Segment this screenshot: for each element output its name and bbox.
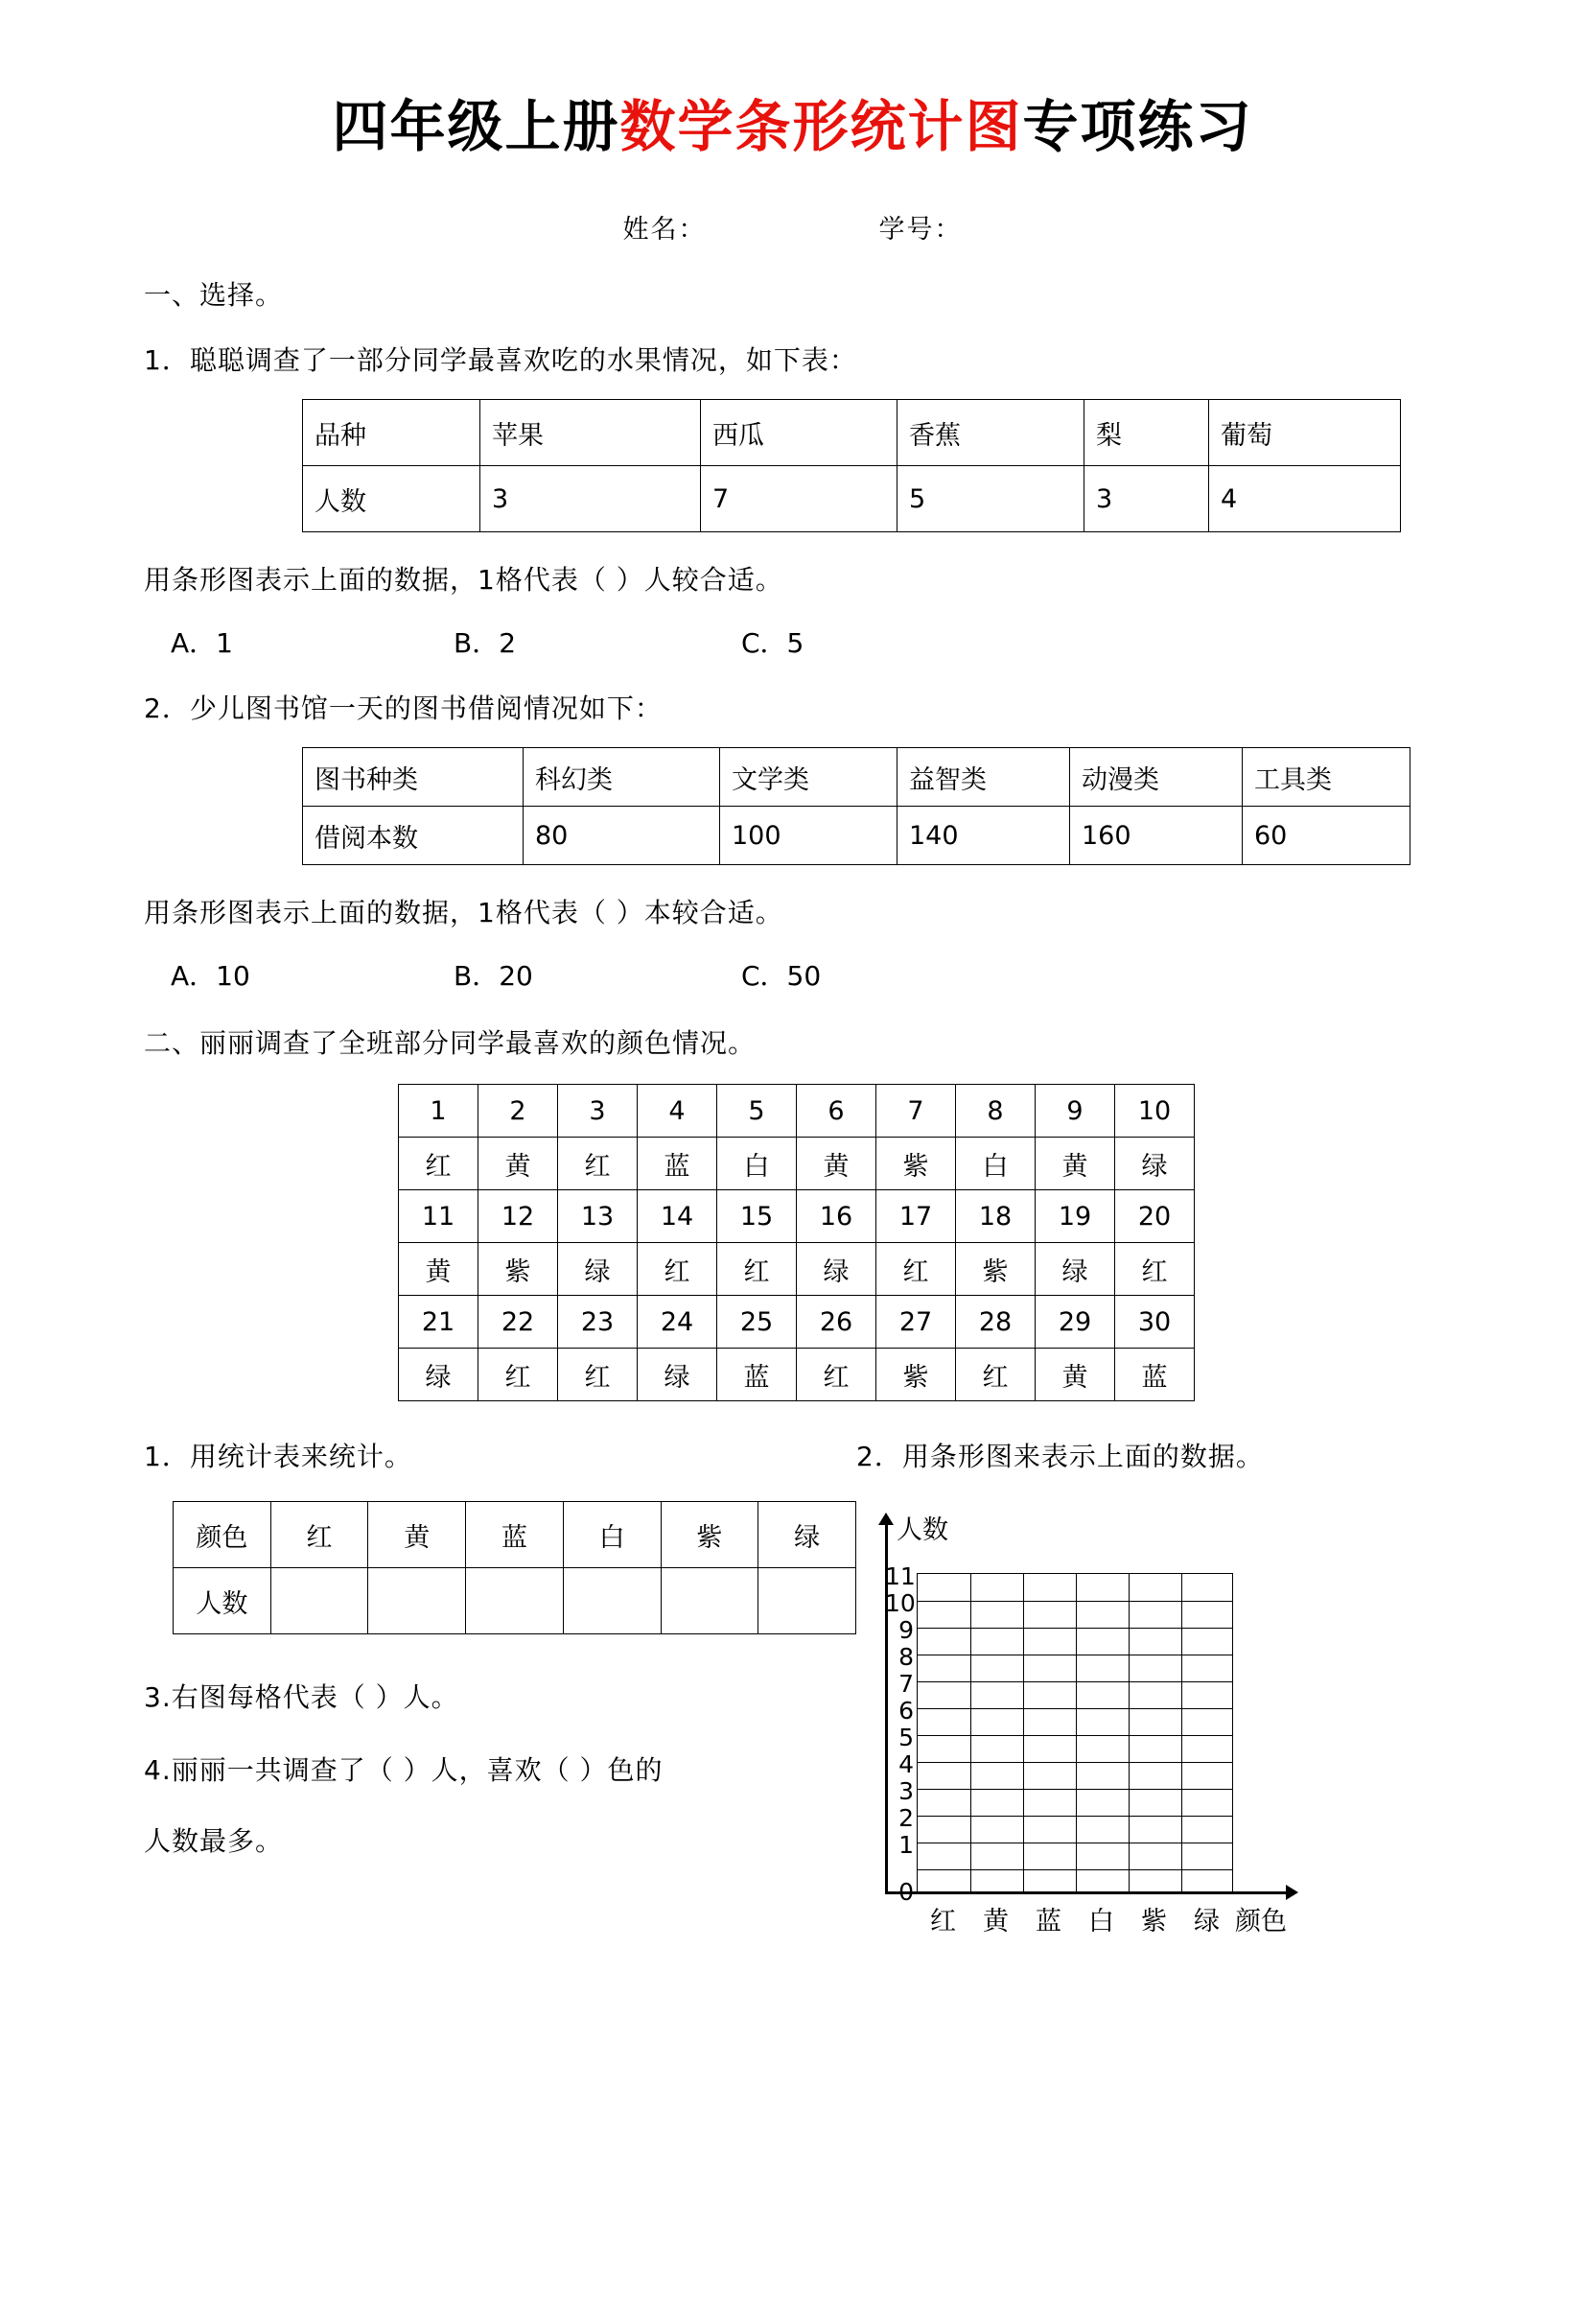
- grid-line: [918, 1762, 1232, 1763]
- answer-cell[interactable]: [466, 1568, 564, 1634]
- answer-cell[interactable]: [758, 1568, 856, 1634]
- cell: 黄: [797, 1138, 876, 1190]
- option-a[interactable]: A．10: [171, 960, 250, 992]
- y-tick-4: 4: [898, 1750, 914, 1778]
- section1-heading: 一、选择。: [144, 279, 284, 311]
- title-part1: 四年级上册: [332, 94, 620, 159]
- cell: 黄: [368, 1502, 466, 1568]
- cell: 4: [638, 1085, 717, 1138]
- cell: 动漫类: [1070, 748, 1243, 807]
- cell: 100: [720, 807, 897, 865]
- table-row: [174, 1568, 856, 1634]
- cell: 4: [1209, 466, 1401, 532]
- cell: 人数: [174, 1568, 271, 1634]
- subquestion-4-text-line2: 人数最多。: [144, 1825, 284, 1857]
- answer-cell[interactable]: [270, 1568, 368, 1634]
- title-part3: 专项练习: [1022, 94, 1253, 159]
- y-tick-5: 5: [898, 1724, 914, 1751]
- option-c[interactable]: C．50: [741, 960, 822, 992]
- cell: 5: [897, 466, 1084, 532]
- cell: 13: [558, 1190, 638, 1243]
- cell: 3: [558, 1085, 638, 1138]
- cell: 蓝: [1115, 1349, 1195, 1401]
- cell: 绿: [797, 1243, 876, 1296]
- y-tick-2: 2: [898, 1804, 914, 1832]
- y-tick-7: 7: [898, 1670, 914, 1698]
- cell: 蓝: [466, 1502, 564, 1568]
- cell: 15: [717, 1190, 797, 1243]
- cell: 黄: [1036, 1138, 1115, 1190]
- cell: 5: [717, 1085, 797, 1138]
- cell: 文学类: [720, 748, 897, 807]
- cell: 白: [563, 1502, 661, 1568]
- y-tick-9: 9: [898, 1616, 914, 1644]
- x-tick-green: 绿: [1194, 1907, 1220, 1937]
- cell: 19: [1036, 1190, 1115, 1243]
- cell: 红: [717, 1243, 797, 1296]
- cell: 品种: [303, 400, 480, 466]
- table-row: [399, 1138, 1195, 1190]
- table-row: [399, 1349, 1195, 1401]
- cell: 梨: [1084, 400, 1209, 466]
- cell: 紫: [478, 1243, 558, 1296]
- cell: 紫: [876, 1349, 956, 1401]
- answer-cell[interactable]: [563, 1568, 661, 1634]
- grid-line: [918, 1735, 1232, 1736]
- option-b[interactable]: B．20: [454, 960, 533, 992]
- cell: 借阅本数: [303, 807, 524, 865]
- grid-line: [918, 1816, 1232, 1817]
- cell: 红: [797, 1349, 876, 1401]
- question-2-text: 2．少儿图书馆一天的图书借阅情况如下：: [144, 693, 663, 724]
- cell: 3: [1084, 466, 1209, 532]
- y-tick-3: 3: [898, 1777, 914, 1805]
- y-tick-1: 1: [898, 1831, 914, 1859]
- answer-cell[interactable]: [368, 1568, 466, 1634]
- cell: 80: [524, 807, 720, 865]
- grid-line: [970, 1574, 971, 1891]
- cell: 2: [478, 1085, 558, 1138]
- table-row: [303, 748, 1410, 807]
- chart-y-axis-label: 人数: [897, 1515, 948, 1545]
- cell: 20: [1115, 1190, 1195, 1243]
- cell: 14: [638, 1190, 717, 1243]
- subquestion-4-text-line1: 4.丽丽一共调查了（ ）人，喜欢（ ）色的: [144, 1754, 664, 1786]
- y-tick-11: 11: [885, 1562, 916, 1590]
- cell: 27: [876, 1296, 956, 1349]
- section2-heading: 二、丽丽调查了全班部分同学最喜欢的颜色情况。: [144, 1027, 757, 1059]
- cell: 红: [270, 1502, 368, 1568]
- cell: 22: [478, 1296, 558, 1349]
- cell: 科幻类: [524, 748, 720, 807]
- cell: 25: [717, 1296, 797, 1349]
- name-label: 姓名：: [622, 215, 707, 245]
- cell: 8: [956, 1085, 1036, 1138]
- cell: 26: [797, 1296, 876, 1349]
- cell: 蓝: [638, 1138, 717, 1190]
- page-title: [144, 82, 1441, 162]
- cell: 蓝: [717, 1349, 797, 1401]
- cell: 160: [1070, 807, 1243, 865]
- cell: 29: [1036, 1296, 1115, 1349]
- cell: 7: [701, 466, 897, 532]
- x-tick-blue: 蓝: [1036, 1907, 1061, 1937]
- y-tick-0: 0: [898, 1878, 914, 1906]
- cell: 苹果: [480, 400, 701, 466]
- grid-line: [1181, 1574, 1182, 1891]
- cell: 白: [717, 1138, 797, 1190]
- y-tick-8: 8: [898, 1643, 914, 1671]
- question-2-options: [144, 955, 1441, 994]
- table-row: [174, 1502, 856, 1568]
- cell: 60: [1243, 807, 1410, 865]
- cell: 绿: [638, 1349, 717, 1401]
- option-a[interactable]: A．1: [171, 627, 233, 659]
- cell: 24: [638, 1296, 717, 1349]
- answer-cell[interactable]: [661, 1568, 758, 1634]
- cell: 红: [399, 1138, 478, 1190]
- cell: 21: [399, 1296, 478, 1349]
- question-1-options: [144, 622, 1441, 661]
- cell: 12: [478, 1190, 558, 1243]
- grid-line: [1023, 1574, 1024, 1891]
- option-c[interactable]: C．5: [741, 627, 804, 659]
- table-row: [399, 1190, 1195, 1243]
- cell: 140: [897, 807, 1070, 865]
- cell: 图书种类: [303, 748, 524, 807]
- grid-line: [918, 1708, 1232, 1709]
- chart-y-ticks: [866, 1513, 914, 1963]
- cell: 红: [558, 1138, 638, 1190]
- x-tick-white: 白: [1088, 1907, 1114, 1937]
- table-row: [303, 400, 1401, 466]
- cell: 绿: [1036, 1243, 1115, 1296]
- cell: 颜色: [174, 1502, 271, 1568]
- cell: 黄: [1036, 1349, 1115, 1401]
- cell: 23: [558, 1296, 638, 1349]
- cell: 红: [876, 1243, 956, 1296]
- cell: 6: [797, 1085, 876, 1138]
- cell: 红: [478, 1349, 558, 1401]
- fruit-survey-table: [302, 399, 1401, 532]
- cell: 10: [1115, 1085, 1195, 1138]
- question-2-prompt: 用条形图表示上面的数据，1格代表（ ）本较合适。: [144, 897, 783, 928]
- student-id-label: 学号：: [878, 215, 963, 245]
- y-tick-6: 6: [898, 1697, 914, 1725]
- x-tick-yellow: 黄: [983, 1907, 1009, 1937]
- grid-line: [918, 1601, 1232, 1602]
- cell: 工具类: [1243, 748, 1410, 807]
- cell: 绿: [758, 1502, 856, 1568]
- x-tick-purple: 紫: [1141, 1907, 1167, 1937]
- color-survey-grid: [398, 1084, 1195, 1401]
- grid-line: [918, 1789, 1232, 1790]
- grid-line: [1129, 1574, 1130, 1891]
- chart-x-axis-label: 颜色: [1235, 1907, 1287, 1937]
- chart-plot-grid: [917, 1573, 1233, 1892]
- student-info-row: [144, 208, 1441, 246]
- cell: 3: [480, 466, 701, 532]
- color-stat-table: [173, 1501, 856, 1634]
- cell: 香蕉: [897, 400, 1084, 466]
- table-row: [399, 1296, 1195, 1349]
- subquestion-2-text: 2．用条形图来表示上面的数据。: [856, 1441, 1264, 1472]
- cell: 17: [876, 1190, 956, 1243]
- subquestion-3-text: 3.右图每格代表（ ）人。: [144, 1681, 459, 1713]
- cell: 1: [399, 1085, 478, 1138]
- cell: 30: [1115, 1296, 1195, 1349]
- table-row: [303, 466, 1401, 532]
- cell: 28: [956, 1296, 1036, 1349]
- question-1-text: 1．聪聪调查了一部分同学最喜欢吃的水果情况，如下表：: [144, 344, 857, 376]
- grid-line: [918, 1869, 1232, 1870]
- table-row: [303, 807, 1410, 865]
- cell: 葡萄: [1209, 400, 1401, 466]
- cell: 西瓜: [701, 400, 897, 466]
- cell: 红: [638, 1243, 717, 1296]
- cell: 红: [558, 1349, 638, 1401]
- left-column: [144, 1436, 856, 1963]
- subquestion-1-text: 1．用统计表来统计。: [144, 1441, 412, 1472]
- bar-chart: [866, 1513, 1441, 1963]
- cell: 紫: [661, 1502, 758, 1568]
- cell: 白: [956, 1138, 1036, 1190]
- right-column: [856, 1436, 1441, 1963]
- cell: 11: [399, 1190, 478, 1243]
- grid-line: [918, 1681, 1232, 1682]
- y-tick-10: 10: [885, 1589, 916, 1617]
- table-row: [399, 1085, 1195, 1138]
- library-survey-table: [302, 747, 1410, 865]
- option-b[interactable]: B．2: [454, 627, 517, 659]
- cell: 紫: [956, 1243, 1036, 1296]
- cell: 益智类: [897, 748, 1070, 807]
- cell: 紫: [876, 1138, 956, 1190]
- title-part2: 数学条形统计图: [619, 94, 1023, 159]
- cell: 红: [1115, 1243, 1195, 1296]
- cell: 黄: [478, 1138, 558, 1190]
- chart-x-ticks: [917, 1900, 1300, 1938]
- cell: 18: [956, 1190, 1036, 1243]
- table-row: [399, 1243, 1195, 1296]
- bottom-two-column: [144, 1436, 1441, 1963]
- cell: 黄: [399, 1243, 478, 1296]
- cell: 人数: [303, 466, 480, 532]
- cell: 红: [956, 1349, 1036, 1401]
- worksheet-page: [0, 82, 1585, 2324]
- cell: 7: [876, 1085, 956, 1138]
- grid-line: [918, 1628, 1232, 1629]
- grid-line: [1076, 1574, 1077, 1891]
- question-1-prompt: 用条形图表示上面的数据，1格代表（ ）人较合适。: [144, 564, 783, 596]
- cell: 16: [797, 1190, 876, 1243]
- cell: 绿: [399, 1349, 478, 1401]
- cell: 9: [1036, 1085, 1115, 1138]
- cell: 绿: [558, 1243, 638, 1296]
- cell: 绿: [1115, 1138, 1195, 1190]
- x-tick-red: 红: [930, 1907, 956, 1937]
